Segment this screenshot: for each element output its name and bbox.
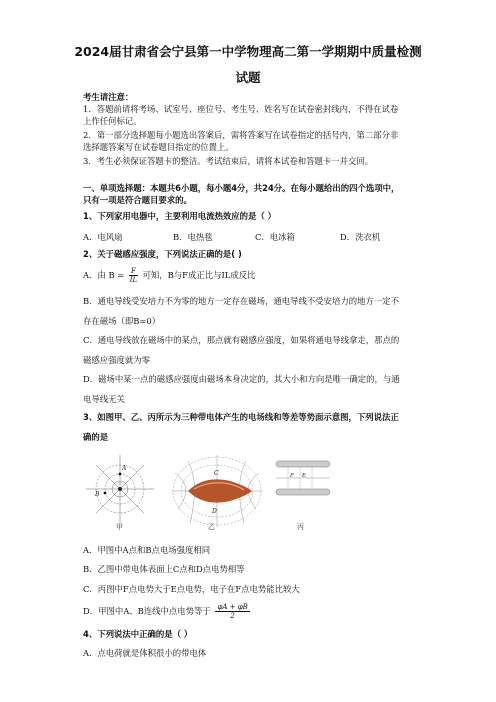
q2-option-b-a: B．通电导线受安培力不为零的地方一定存在磁场，通电导线不受安培力的地方一定不	[83, 296, 400, 306]
q3-option-a: A．甲图中A点和B点电场强度相同	[83, 545, 211, 555]
question-1: 1、下列家用电器中，主要利用电流热效应的是（ ）	[83, 211, 276, 221]
q3-option-d: D．甲图中A、B连线中点电势等于 $\frac{\varphi A + \varphi B}{2}$	[83, 603, 248, 620]
fig-jia-point-b: B	[95, 491, 100, 498]
q2-option-b-b: 存在磁场（即B=0）	[83, 316, 161, 326]
fig-jia-point-a: A	[122, 465, 127, 472]
q1-option-a: A．电风扇	[83, 232, 123, 242]
fig-yi-point-c: C	[214, 470, 219, 477]
formula-b-eq-f-over-il: $\frac{F}{IL}$	[129, 267, 138, 284]
notice-item-1b: 上作任何标记。	[83, 116, 142, 126]
figure-yi-charged-body	[170, 453, 264, 529]
notice-item-2a: 2．第一部分选择题每小题选出答案后，需将答案写在试卷指定的括号内，第二部分非	[83, 130, 399, 140]
figure-bing-parallel-plates	[272, 453, 334, 503]
formula-average-potential: $\frac{\varphi A + \varphi B}{2}$	[217, 603, 248, 620]
page-title: 2024届甘肃省会宁县第一中学物理高二第一学期期中质量检测	[74, 44, 422, 59]
notice-heading: 考生请注意：	[83, 92, 134, 102]
q3-option-b: B．乙图中带电体表面上C点和D点电势相等	[83, 564, 245, 574]
q1-option-b: B．电热毯	[173, 232, 213, 242]
q1-option-d: D．洗衣机	[340, 232, 381, 242]
fig-bing-point-f: F	[290, 473, 294, 479]
question-2: 2、关于磁感应强度，下列说法正确的是( )	[83, 249, 242, 259]
q2-option-c-a: C．通电导线放在磁场中的某点，那点就有磁感应强度，如果将通电导线拿走，那点的	[83, 335, 400, 345]
section-heading-b: 只有一项是符合题目要求的。	[83, 195, 192, 205]
q4-option-a: A．点电荷就是体积很小的带电体	[83, 648, 207, 658]
notice-item-3: 3．考生必须保证答题卡的整洁。考试结束后，请将本试卷和答题卡一并交回。	[83, 156, 374, 166]
fig-bing-caption: 丙	[297, 523, 304, 531]
q2-option-d-a: D．磁场中某一点的磁感应强度由磁场本身决定的，其大小和方向是唯一确定的，与通	[83, 374, 400, 384]
page-subtitle: 试题	[235, 70, 261, 85]
question-4: 4、下列说法中正确的是（ ）	[83, 629, 193, 639]
question-3b: 确的是	[83, 432, 109, 442]
q3-option-c: C．丙图中F点电势大于E点电势，电子在F点电势能比较大	[83, 584, 300, 594]
question-3a: 3、如图甲、乙、丙所示为三种带电体产生的电场线和等差等势面示意图，下列说法正	[83, 412, 399, 422]
section-heading-a: 一、单项选择题：本题共6小题，每小题4分，共24分。在每小题给出的四个选项中，	[83, 183, 400, 193]
notice-item-2b: 选择题答案写在试卷题目指定的位置上。	[83, 142, 234, 152]
q1-option-c: C．电冰箱	[255, 232, 295, 242]
fig-yi-caption: 乙	[208, 523, 215, 531]
fig-jia-caption: 甲	[116, 523, 123, 531]
q2-option-d-b: 电导线无关	[83, 394, 125, 404]
notice-item-1a: 1．答题前请将考场、试室号、座位号、考生号、姓名写在试卷密封线内，不得在试卷	[83, 104, 399, 114]
fig-bing-point-e: E	[302, 473, 307, 479]
q2-option-c-b: 磁感应强度就为零	[83, 355, 150, 365]
fig-yi-point-d: D	[212, 508, 217, 515]
q2-option-a: A．由 B = $\frac{F}{IL}$ 可知，B与F成正比与IL成反比	[83, 267, 256, 284]
figure-jia-field-lines	[84, 453, 156, 533]
